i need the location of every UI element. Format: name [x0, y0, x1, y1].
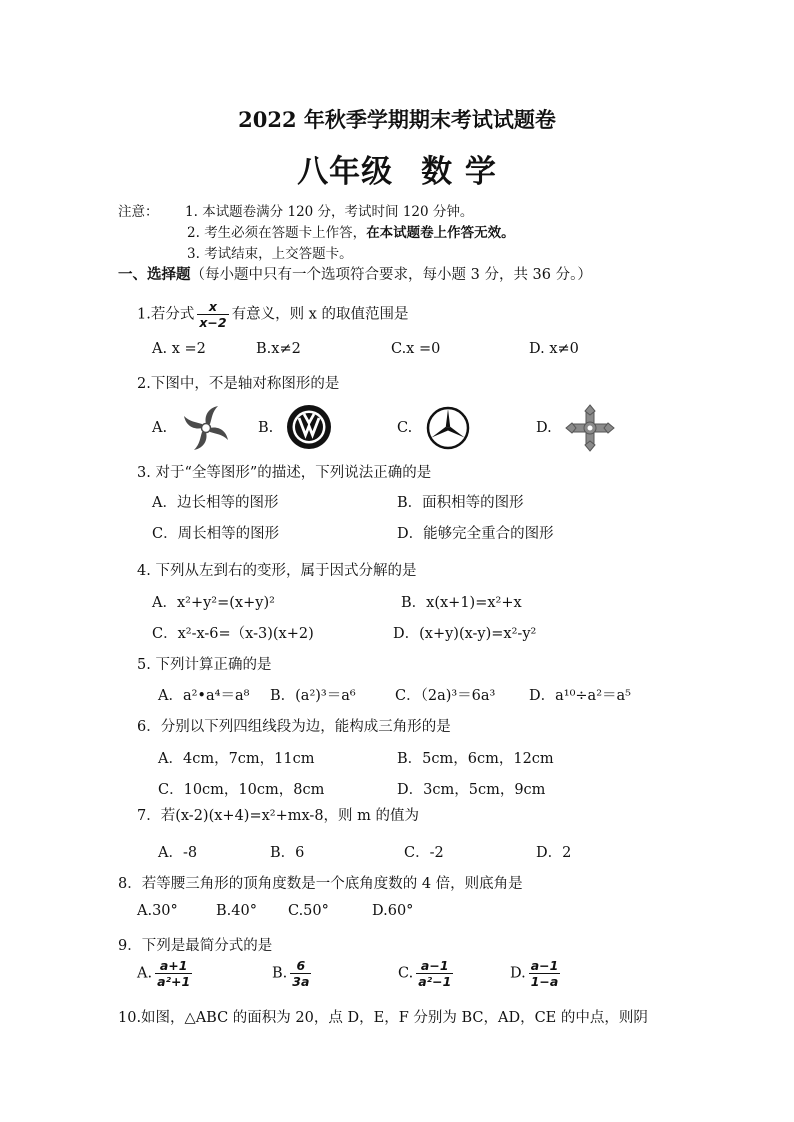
question-7-option-a: A．-8	[158, 845, 198, 861]
question-2-label-c: C.	[397, 420, 413, 436]
question-8-option-d: D.60°	[372, 903, 414, 919]
question-8-stem: 8．若等腰三角形的顶角度数是一个底角度数的 4 倍，则底角是	[118, 876, 523, 892]
question-4-option-c: C．x²-x-6=（x-3)(x+2)	[152, 626, 314, 642]
note-item-3	[187, 242, 353, 262]
option-label: D.	[510, 965, 526, 982]
option-label: A.	[137, 965, 153, 982]
exam-title: 2022 年秋季学期期末考试试题卷	[238, 107, 556, 132]
grade-label: 八年级	[297, 154, 394, 190]
fraction	[529, 958, 561, 989]
fraction-numerator: a+1	[155, 958, 192, 974]
mercedes-logo-icon	[426, 406, 470, 450]
question-8-option-c: C.50°	[288, 903, 329, 919]
question-7-option-b: B．6	[270, 845, 305, 861]
fraction-denominator: a²−1	[418, 974, 452, 989]
note-text: 考生必须在答题卡上作答，	[204, 225, 367, 241]
question-6-stem: 6．分别以下列四组线段为边，能构成三角形的是	[137, 719, 451, 735]
question-9-option-b	[272, 958, 314, 989]
note-text: 本试题卷满分 120 分，考试时间 120 分钟。	[202, 204, 474, 220]
question-10-stem: 10.如图，△ABC 的面积为 20，点 D，E，F 分别为 BC，AD，CE 的中点，则阴	[118, 1010, 648, 1026]
question-2-label-a: A.	[152, 420, 168, 436]
fraction-numerator: x	[197, 299, 228, 315]
section-heading	[118, 263, 592, 284]
notes-label: 注意：	[118, 204, 159, 220]
question-4-option-a: A．x²+y²=(x+y)²	[152, 595, 275, 611]
question-6-option-d: D．3cm，5cm，9cm	[397, 782, 546, 798]
question-1-option-c: C.x =0	[391, 341, 441, 357]
fraction	[416, 958, 453, 989]
volkswagen-logo-icon	[286, 404, 332, 450]
question-7-option-c: C．-2	[404, 845, 444, 861]
section-title: 一、选择题	[118, 266, 191, 283]
note-number: 3.	[187, 246, 200, 262]
fraction-denominator: a²+1	[157, 974, 191, 989]
question-8-option-b: B.40°	[216, 903, 257, 919]
question-1-option-d: D. x≠0	[529, 341, 579, 357]
note-bold-text: 在本试题卷上作答无效。	[366, 225, 515, 241]
question-5-stem: 5. 下列计算正确的是	[137, 657, 272, 673]
pinwheel-icon	[182, 404, 230, 452]
exam-subtitle	[0, 146, 794, 191]
question-8-option-a: A.30°	[137, 903, 178, 919]
question-3-option-c: C．周长相等的图形	[152, 526, 280, 542]
question-4-option-d: D．(x+y)(x-y)=x²-y²	[393, 626, 537, 642]
fraction-numerator: a−1	[530, 958, 559, 973]
question-3-option-d: D．能够完全重合的图形	[397, 526, 554, 542]
question-1-stem	[137, 299, 408, 330]
note-item-2	[187, 221, 515, 241]
fraction-numerator: a−1	[416, 958, 453, 974]
note-item-1	[185, 200, 473, 220]
option-label: C.	[398, 965, 414, 982]
subject-label: 数 学	[421, 154, 497, 190]
fraction-denominator: x−2	[199, 315, 227, 330]
question-5-option-a: A．a²•a⁴＝a⁸	[158, 688, 250, 704]
question-9-stem: 9．下列是最简分式的是	[118, 938, 273, 954]
question-6-option-c: C．10cm，10cm，8cm	[158, 782, 325, 798]
fraction-denominator: 1−a	[530, 974, 559, 989]
question-3-option-a: A．边长相等的图形	[152, 495, 279, 511]
fraction-denominator: 3a	[292, 974, 310, 989]
section-instructions: （每小题中只有一个选项符合要求，每小题 3 分，共 36 分。）	[190, 267, 592, 283]
note-text: 考试结束，上交答题卡。	[204, 246, 353, 262]
question-9-option-d	[510, 958, 563, 989]
question-4-stem: 4. 下列从左到右的变形，属于因式分解的是	[137, 563, 417, 579]
note-number: 1.	[185, 204, 198, 220]
stem-text: 1.若分式	[137, 306, 195, 323]
question-2-label-b: B.	[258, 420, 274, 436]
question-4-option-b: B．x(x+1)=x²+x	[401, 595, 522, 611]
fraction	[290, 958, 311, 989]
question-1-option-b: B.x≠2	[256, 341, 301, 357]
question-9-option-a	[137, 958, 195, 989]
question-7-option-d: D．2	[536, 845, 572, 861]
question-5-option-b: B．(a²)³＝a⁶	[270, 688, 356, 704]
question-3-stem: 3. 对于“全等图形”的描述，下列说法正确的是	[137, 465, 432, 481]
question-3-option-b: B．面积相等的图形	[397, 495, 524, 511]
question-5-option-d: D．a¹⁰÷a²＝a⁵	[529, 688, 631, 704]
question-2-label-d: D.	[536, 420, 552, 436]
question-1-option-a: A. x =2	[152, 341, 206, 357]
fraction	[197, 299, 228, 330]
option-label: B.	[272, 965, 288, 982]
question-6-option-a: A．4cm，7cm，11cm	[158, 751, 315, 767]
question-7-stem: 7．若(x-2)(x+4)=x²+mx-8，则 m 的值为	[137, 808, 420, 824]
stem-text: 有意义，则 x 的取值范围是	[231, 306, 409, 323]
note-number: 2.	[187, 225, 200, 241]
question-5-option-c: C．（2a)³＝6a³	[395, 688, 496, 704]
fraction	[155, 958, 192, 989]
question-6-option-b: B．5cm，6cm，12cm	[397, 751, 554, 767]
ornate-cross-icon	[565, 404, 615, 452]
fraction-numerator: 6	[290, 958, 311, 974]
question-9-option-c	[398, 958, 456, 989]
question-2-stem: 2.下图中，不是轴对称图形的是	[137, 376, 340, 392]
